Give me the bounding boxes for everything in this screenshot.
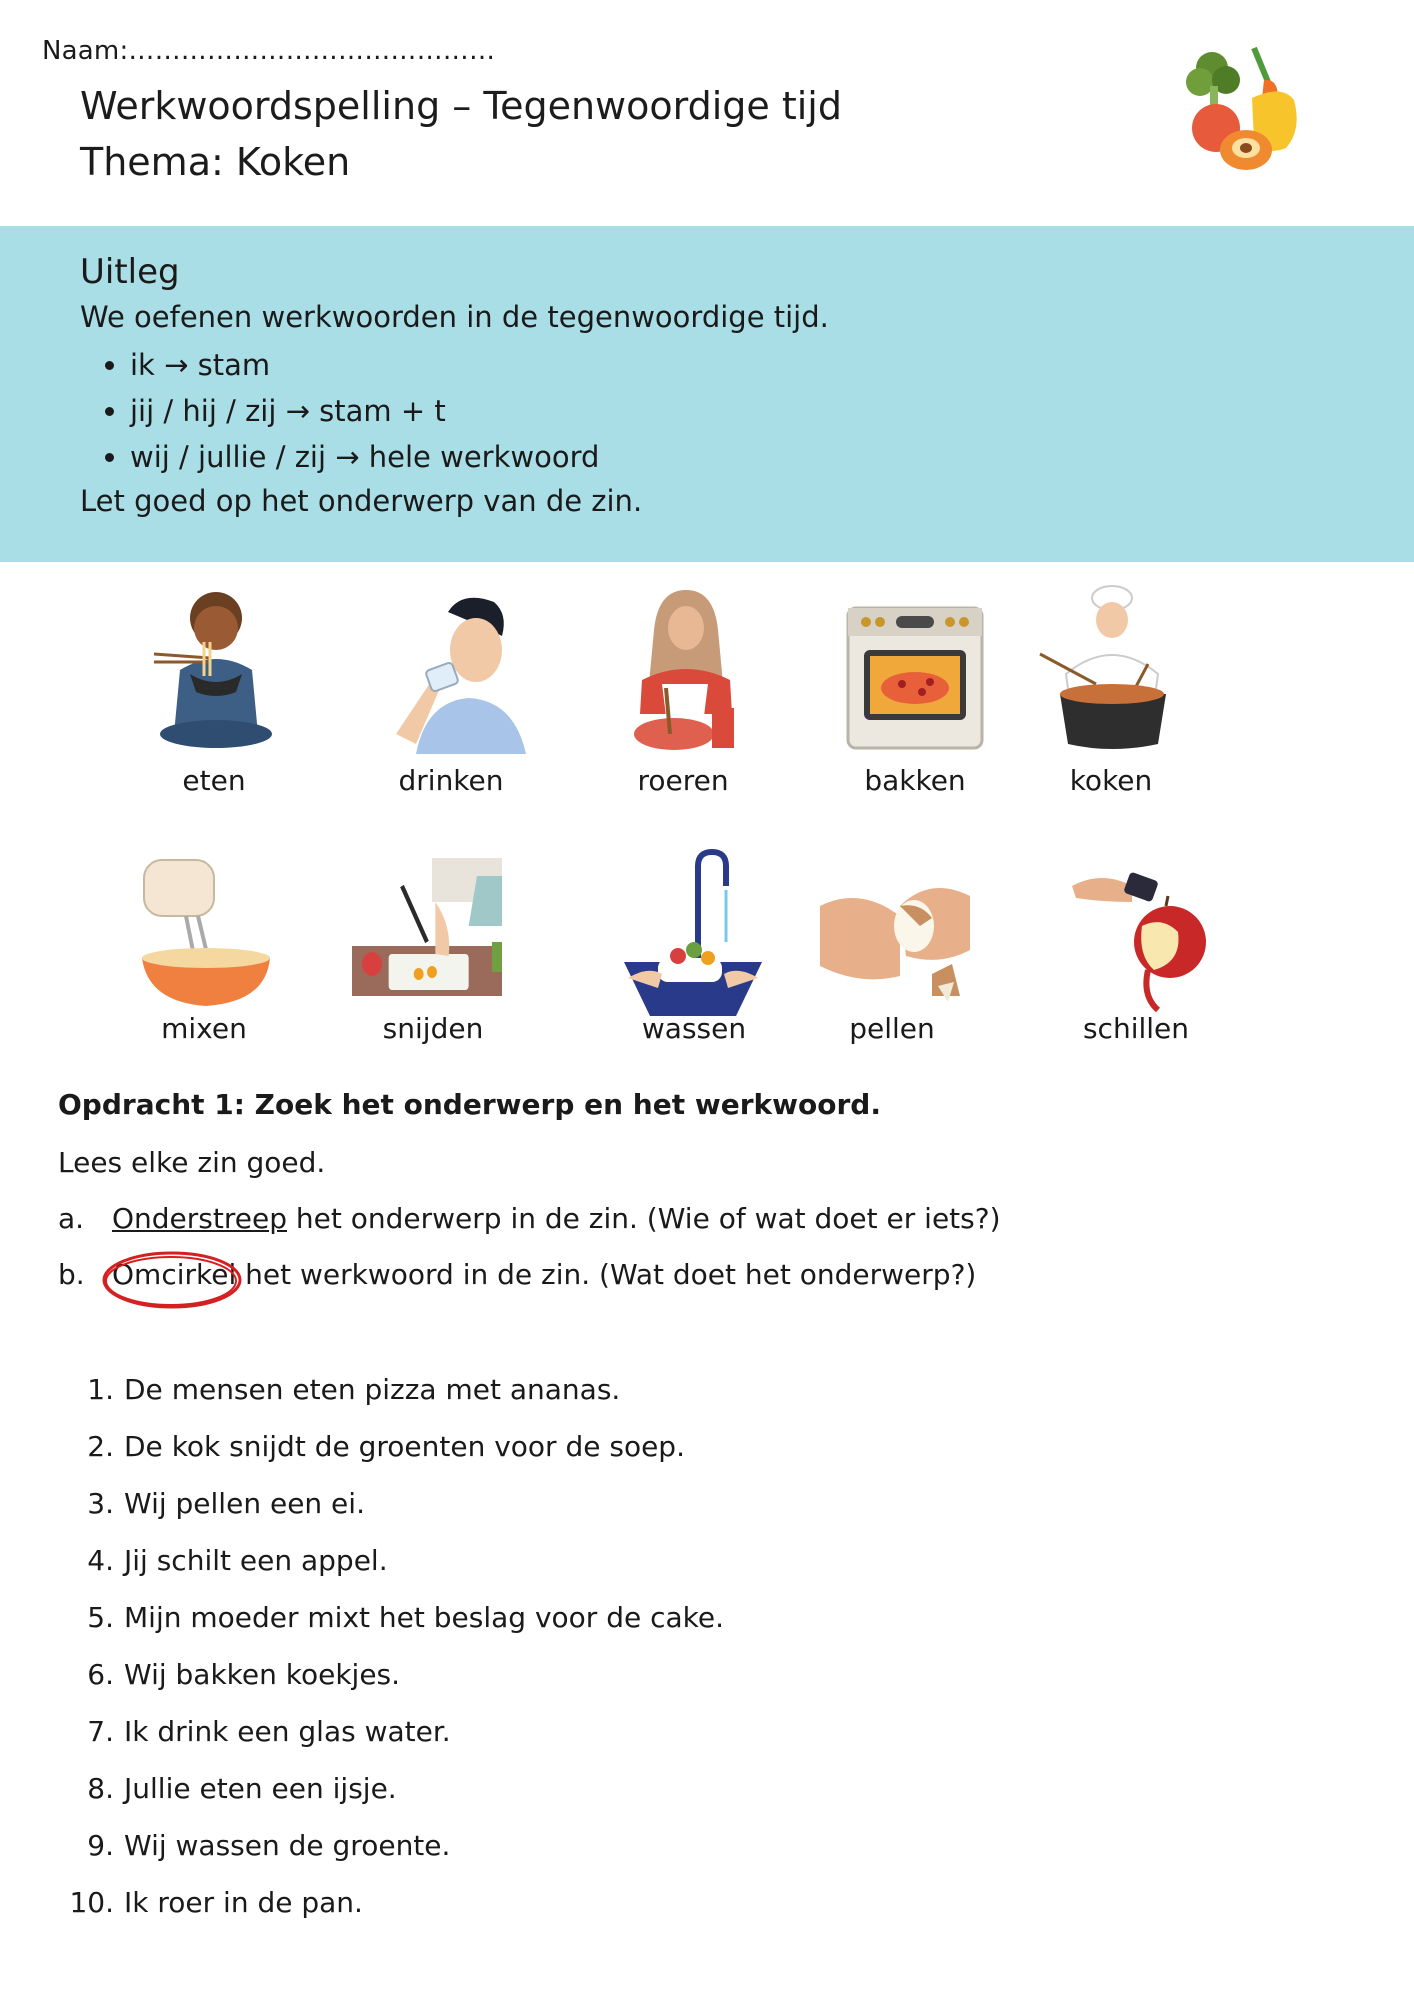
picture-label: drinken	[398, 764, 504, 797]
picture-label: koken	[1069, 764, 1153, 797]
sentence-number: 1.	[87, 1373, 114, 1406]
opdracht-title: Opdracht 1: Zoek het onderwerp en het werkwoord.	[58, 1088, 881, 1121]
picture-label: snijden	[382, 1012, 484, 1045]
picture-label: pellen	[849, 1012, 935, 1045]
sentence-text: Ik roer in de pan.	[124, 1886, 363, 1919]
instruction-letter: b.	[58, 1258, 85, 1291]
peeling-apple-icon	[1062, 846, 1212, 1016]
sentence-item[interactable]	[60, 1826, 724, 1883]
picture-label: roeren	[637, 764, 729, 797]
vegetables-icon	[1182, 38, 1322, 178]
sentence-item[interactable]	[60, 1769, 724, 1826]
page-title: Werkwoordspelling – Tegenwoordige tijd	[80, 84, 842, 128]
sentence-item[interactable]	[60, 1484, 724, 1541]
sentence-text: Wij bakken koekjes.	[124, 1658, 401, 1691]
child-eating-noodles-icon	[140, 584, 290, 754]
page-theme: Thema: Koken	[80, 140, 351, 184]
peeling-egg-icon	[820, 846, 970, 1016]
circle-keyword: Omcirkel	[112, 1258, 237, 1291]
sentence-item[interactable]	[60, 1655, 724, 1712]
sentence-text: De mensen eten pizza met ananas.	[124, 1373, 621, 1406]
sentence-number: 6.	[87, 1658, 114, 1691]
picture-label: mixen	[161, 1012, 247, 1045]
picture-label: eten	[182, 764, 246, 797]
oven-pizza-icon	[840, 584, 990, 754]
sentence-number: 7.	[87, 1715, 114, 1748]
sentence-number: 10.	[69, 1886, 114, 1919]
sentence-number: 8.	[87, 1772, 114, 1805]
sentence-text: Ik drink een glas water.	[124, 1715, 451, 1748]
sentence-text: De kok snijdt de groenten voor de soep.	[124, 1430, 685, 1463]
uitleg-heading: Uitleg	[80, 252, 180, 292]
picture-label: schillen	[1082, 1012, 1190, 1045]
rule-item: • ik → stam	[130, 342, 599, 388]
sentence-item[interactable]	[60, 1541, 724, 1598]
rule-list	[96, 342, 599, 480]
chef-cooking-pot-icon	[1036, 584, 1186, 754]
uitleg-box	[0, 226, 1414, 562]
red-circle-icon	[98, 1248, 246, 1312]
uitleg-outro: Let goed op het onderwerp van de zin.	[80, 484, 643, 518]
sentence-number: 4.	[87, 1544, 114, 1577]
sentence-text: Jij schilt een appel.	[124, 1544, 388, 1577]
sentence-item[interactable]	[60, 1598, 724, 1655]
underline-keyword: Onderstreep	[112, 1202, 287, 1235]
sentence-number: 5.	[87, 1601, 114, 1634]
instruction-letter: a.	[58, 1202, 85, 1235]
hand-mixer-bowl-icon	[130, 846, 280, 1016]
sentence-number: 9.	[87, 1829, 114, 1862]
sink-washing-vegetables-icon	[618, 846, 768, 1016]
name-field[interactable]: Naam:……………………………………	[42, 36, 496, 66]
sentence-item[interactable]	[60, 1712, 724, 1769]
sentence-text: Jullie eten een ijsje.	[124, 1772, 397, 1805]
sentence-text: Wij pellen een ei.	[124, 1487, 365, 1520]
sentence-item[interactable]	[60, 1427, 724, 1484]
sentence-text: Wij wassen de groente.	[124, 1829, 451, 1862]
sentence-list	[60, 1370, 724, 1940]
picture-label: wassen	[641, 1012, 747, 1045]
sentence-text: Mijn moeder mixt het beslag voor de cake.	[124, 1601, 725, 1634]
sentence-item[interactable]	[60, 1370, 724, 1427]
picture-label: bakken	[864, 764, 966, 797]
cutting-board-knife-icon	[352, 846, 502, 1016]
opdracht-instruction: Lees elke zin goed.	[58, 1146, 326, 1179]
instruction-text: het onderwerp in de zin. (Wie of wat doet er iets?)	[287, 1202, 1001, 1235]
instruction-text: het werkwoord in de zin. (Wat doet het onderwerp?)	[236, 1258, 977, 1291]
woman-stirring-pot-icon	[608, 584, 758, 754]
uitleg-intro: We oefenen werkwoorden in de tegenwoordige tijd.	[80, 300, 829, 334]
sentence-number: 3.	[87, 1487, 114, 1520]
sentence-number: 2.	[87, 1430, 114, 1463]
man-drinking-water-icon	[376, 584, 526, 754]
rule-item: • jij / hij / zij → stam + t	[130, 388, 599, 434]
rule-item: • wij / jullie / zij → hele werkwoord	[130, 434, 599, 480]
sentence-item[interactable]	[60, 1883, 724, 1940]
